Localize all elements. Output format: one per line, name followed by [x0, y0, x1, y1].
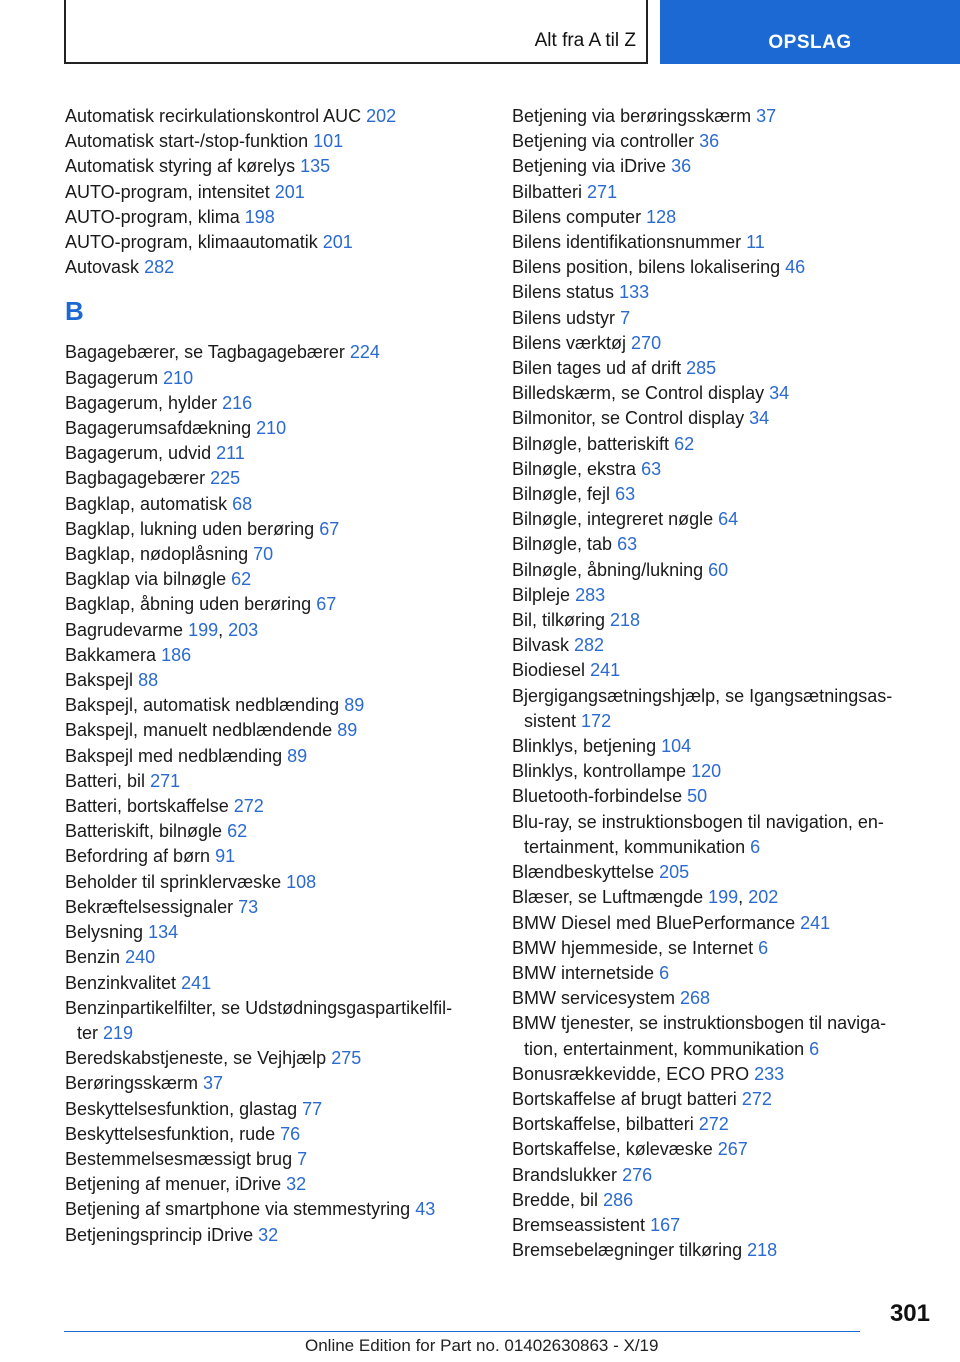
entry-term: Bredde, bil [512, 1189, 599, 1210]
page-link[interactable]: 60 [708, 559, 729, 580]
entry-term: Beskyttelsesfunktion, glastag [65, 1098, 298, 1119]
page-link[interactable]: 211 [216, 443, 245, 464]
entry-term: Beredskabstjeneste, se Vejhjælp [65, 1048, 327, 1069]
entry-term: Bilens status [512, 282, 615, 303]
page-number: 301 [889, 1300, 930, 1327]
index-entry [512, 331, 932, 356]
page-link[interactable]: 70 [253, 544, 274, 565]
entry-term: Bilnøgle, ekstra [512, 458, 637, 479]
entry-term: Bilnøgle, batteriskift [512, 433, 670, 454]
entry-term: Bakkamera [65, 644, 157, 665]
index-entry [65, 366, 485, 391]
page-link[interactable]: 270 [631, 332, 662, 353]
index-entry [65, 391, 485, 416]
page-link[interactable]: 198 [244, 206, 275, 227]
page-link[interactable]: 120 [691, 761, 722, 782]
footer-edition-text: Online Edition for Part no. 01402630863 - X/19 [305, 1336, 659, 1355]
index-entry [512, 936, 932, 961]
page-link[interactable]: 272 [233, 796, 264, 817]
page-link[interactable]: 135 [300, 156, 331, 177]
page-link[interactable]: 101 [313, 131, 344, 152]
entry-term: Batteri, bortskaffelse [65, 796, 229, 817]
page-link[interactable]: 275 [331, 1048, 362, 1069]
page-link[interactable]: 210 [256, 418, 287, 439]
index-entry [65, 668, 485, 693]
index-entry [512, 658, 932, 683]
entry-term: Bilnøgle, integreret nøgle [512, 509, 714, 530]
page-link[interactable]: 88 [138, 670, 159, 691]
entry-term: AUTO-program, klimaautomatik [65, 232, 318, 253]
page-link[interactable]: 233 [754, 1063, 785, 1084]
entry-term: Bilnøgle, fejl [512, 484, 611, 505]
page-link[interactable]: 218 [610, 610, 641, 631]
index-entry [65, 996, 485, 1046]
page-link[interactable]: 36 [671, 156, 692, 177]
page-link[interactable]: 272 [741, 1088, 772, 1109]
entry-term: Bilvask [512, 635, 570, 656]
index-entry [65, 567, 485, 592]
index-entry [512, 583, 932, 608]
page-link[interactable]: 199 [708, 887, 739, 908]
entry-term: BMW tjenester, se instruktionsbogen til naviga- [512, 1013, 887, 1034]
entry-term: Bagklap, åbning uden berøring [65, 594, 312, 615]
page-link[interactable]: 77 [302, 1098, 323, 1119]
page-link[interactable]: 34 [749, 408, 770, 429]
index-entry [512, 532, 932, 557]
entry-term: Blinklys, betjening [512, 736, 657, 757]
index-entry [65, 895, 485, 920]
index-entry [512, 1137, 932, 1162]
entry-term: Bil, tilkøring [512, 610, 606, 631]
page-link[interactable]: 268 [680, 988, 711, 1009]
page-link[interactable]: 89 [337, 720, 358, 741]
page-link[interactable]: 76 [280, 1123, 301, 1144]
entry-term: Betjening af menuer, iDrive [65, 1174, 282, 1195]
entry-term: Betjeningsprincip iDrive [65, 1224, 254, 1245]
index-entry [512, 784, 932, 809]
index-entry [65, 517, 485, 542]
index-entry [512, 633, 932, 658]
index-entry [512, 911, 932, 936]
entry-term: Bagbagagebærer [65, 468, 206, 489]
page-link[interactable]: 241 [590, 660, 621, 681]
page-link[interactable]: 271 [587, 181, 618, 202]
page-link[interactable]: 6 [750, 836, 761, 857]
index-entry [65, 340, 485, 365]
index-entry [65, 870, 485, 895]
entry-term: Betjening via iDrive [512, 156, 667, 177]
index-entry [65, 643, 485, 668]
index-entry [512, 255, 932, 280]
entry-term: Bilens udstyr [512, 307, 616, 328]
entry-term: Benzinpartikelfilter, se Udstødningsgaspartikelfil- [65, 997, 453, 1018]
page-link[interactable]: 104 [661, 736, 692, 757]
index-entry [65, 794, 485, 819]
page-link[interactable]: 68 [232, 493, 253, 514]
entry-term: Bagrudevarme [65, 619, 184, 640]
index-entry [512, 558, 932, 583]
entry-term: Bagagebærer, se Tagbagagebærer [65, 342, 345, 363]
entry-term: Bortskaffelse, kølevæske [512, 1139, 713, 1160]
entry-term: Bremsebelægninger tilkøring [512, 1240, 743, 1261]
entry-term: Blu-ray, se instruktionsbogen til navigation, en- [512, 811, 884, 832]
entry-term-continued [512, 709, 932, 734]
page-link[interactable]: 202 [748, 887, 779, 908]
index-column-left [65, 104, 485, 1248]
entry-term-continued [512, 1037, 932, 1062]
entry-term: Beskyttelsesfunktion, rude [65, 1123, 276, 1144]
entry-term: Bortskaffelse af brugt batteri [512, 1088, 737, 1109]
page-link[interactable]: 32 [258, 1224, 279, 1245]
page-link[interactable]: 64 [718, 509, 739, 530]
entry-term: Bortskaffelse, bilbatteri [512, 1114, 694, 1135]
page-link[interactable]: 62 [231, 569, 252, 590]
page-link[interactable]: 73 [238, 896, 259, 917]
index-entry [65, 744, 485, 769]
page-link[interactable]: 272 [698, 1114, 729, 1135]
index-entry [512, 482, 932, 507]
page-link[interactable]: 43 [415, 1199, 436, 1220]
index-entry [512, 432, 932, 457]
index-entry [512, 104, 932, 129]
page-link[interactable]: 11 [746, 232, 765, 253]
entry-term: Autovask [65, 257, 140, 278]
entry-term: Brandslukker [512, 1164, 618, 1185]
entry-term: Biodiesel [512, 660, 586, 681]
page-link[interactable]: 62 [674, 433, 695, 454]
index-entry [65, 1147, 485, 1172]
page-link[interactable]: 89 [287, 745, 308, 766]
index-entry [65, 129, 485, 154]
page-link[interactable]: 271 [150, 770, 181, 791]
index-entry [65, 592, 485, 617]
index-entry [512, 860, 932, 885]
index-entry [65, 205, 485, 230]
index-entry [512, 205, 932, 230]
page-link[interactable]: 128 [646, 206, 677, 227]
page-link[interactable]: 133 [619, 282, 650, 303]
page-link[interactable]: 282 [144, 257, 175, 278]
entry-term: Betjening af smartphone via stemmestyring [65, 1199, 411, 1220]
page-link[interactable]: 210 [163, 367, 194, 388]
entry-term: Befordring af børn [65, 846, 211, 867]
index-entry [512, 1213, 932, 1238]
entry-term: Bilen tages ud af drift [512, 358, 682, 379]
page-link[interactable]: 201 [322, 232, 353, 253]
index-entry [512, 154, 932, 179]
entry-term: Bilens position, bilens lokalisering [512, 257, 781, 278]
page-link[interactable]: 240 [125, 947, 156, 968]
entry-term: Bagagerum, hylder [65, 392, 218, 413]
entry-term: Billedskærm, se Control display [512, 383, 765, 404]
entry-term: Betjening via controller [512, 131, 695, 152]
page-link[interactable]: 67 [316, 594, 337, 615]
header-section-box [64, 0, 648, 64]
entry-term: Bagagerumsafdækning [65, 418, 252, 439]
page-link[interactable]: 7 [297, 1148, 308, 1169]
entry-term: BMW servicesystem [512, 988, 676, 1009]
entry-term: Bagklap, automatisk [65, 493, 228, 514]
page-link[interactable]: 63 [641, 458, 662, 479]
entry-term: Bilens identifikationsnummer [512, 232, 742, 253]
index-entry [65, 1071, 485, 1096]
index-entry [512, 1112, 932, 1137]
entry-term: Batteri, bil [65, 770, 146, 791]
entry-term: Benzinkvalitet [65, 972, 177, 993]
index-entry [65, 844, 485, 869]
index-entry [512, 457, 932, 482]
index-entry [512, 1238, 932, 1263]
tab-opslag[interactable] [660, 0, 960, 64]
index-entry [512, 1087, 932, 1112]
page-link[interactable]: 6 [809, 1038, 820, 1059]
index-entry [512, 684, 932, 734]
index-entry: Blæser, se Luftmængde 199, 202 [512, 887, 779, 908]
entry-term-continuation: sistent [524, 710, 577, 731]
index-entry [512, 306, 932, 331]
page-link[interactable]: 276 [622, 1164, 653, 1185]
page-link[interactable]: 201 [274, 181, 305, 202]
page-link[interactable]: 36 [699, 131, 720, 152]
page-link[interactable]: 34 [769, 383, 790, 404]
index-entry [65, 466, 485, 491]
index-entry [65, 1197, 485, 1222]
entry-term: Bekræftelsessignaler [65, 896, 234, 917]
page-link[interactable]: 199 [188, 619, 219, 640]
page-link[interactable]: 91 [215, 846, 236, 867]
entry-term: Bilmonitor, se Control display [512, 408, 745, 429]
page-link[interactable]: 218 [747, 1240, 778, 1261]
entry-term: BMW Diesel med BluePerformance [512, 912, 796, 933]
section-title: Alt fra A til Z [534, 30, 636, 51]
index-entry [65, 542, 485, 567]
index-entry [512, 406, 932, 431]
index-entry [512, 1011, 932, 1061]
index-column-right [512, 104, 932, 1263]
entry-term: BMW internetside [512, 962, 655, 983]
entry-term: Bakspejl [65, 670, 134, 691]
entry-term: Bagklap, nødoplåsning [65, 544, 249, 565]
index-entry [65, 1172, 485, 1197]
page-link[interactable]: 62 [227, 821, 248, 842]
index-entry [65, 104, 485, 129]
index-entry [65, 1097, 485, 1122]
entry-term: Bakspejl, manuelt nedblændende [65, 720, 333, 741]
page-link[interactable]: 63 [617, 534, 638, 555]
entry-term: Betjening via berøringsskærm [512, 106, 752, 126]
section-letter: B [65, 296, 84, 327]
entry-term: Bagklap via bilnøgle [65, 569, 227, 590]
index-entry: Bagrudevarme 199, 203 [65, 619, 259, 640]
index-entry [65, 971, 485, 996]
index-entry [65, 416, 485, 441]
entry-term: Automatisk start-/stop-funktion [65, 131, 309, 152]
index-entry [512, 810, 932, 860]
entry-term: Blændbeskyttelse [512, 862, 655, 883]
page-link[interactable]: 134 [148, 922, 179, 943]
page-link[interactable]: 32 [286, 1174, 307, 1195]
page-link[interactable]: 50 [687, 786, 708, 807]
entry-term: Bonusrækkevidde, ECO PRO [512, 1063, 750, 1084]
index-entry [512, 1188, 932, 1213]
entry-term: Beholder til sprinklervæske [65, 871, 282, 892]
page-link[interactable]: 203 [228, 619, 259, 640]
page-link[interactable]: 205 [659, 862, 690, 883]
index-entry [65, 718, 485, 743]
index-entry [512, 230, 932, 255]
index-entry [65, 945, 485, 970]
entry-term: Bagklap, lukning uden berøring [65, 518, 315, 539]
entry-term: Bakspejl, automatisk nedblænding [65, 695, 340, 716]
index-entry [65, 769, 485, 794]
page-link[interactable]: 89 [344, 695, 365, 716]
entry-term-continued [512, 835, 932, 860]
entry-term: Bakspejl med nedblænding [65, 745, 283, 766]
page-link[interactable]: 224 [349, 342, 380, 363]
entry-term: Bjergigangsætningshjælp, se Igangsætningsas- [512, 685, 893, 706]
page-link[interactable]: 6 [758, 937, 769, 958]
entry-term: Berøringsskærm [65, 1073, 199, 1094]
page-link[interactable]: 7 [620, 307, 631, 328]
page-link[interactable]: 219 [103, 1022, 134, 1043]
page-link[interactable]: 108 [286, 871, 317, 892]
page-link[interactable]: 186 [161, 644, 192, 665]
page-link[interactable]: 46 [785, 257, 806, 278]
entry-term-continuation: tertainment, kommunikation [524, 836, 746, 857]
index-entry [65, 230, 485, 255]
index-entry [65, 1223, 485, 1248]
page-link[interactable]: 282 [574, 635, 605, 656]
index-entry [512, 381, 932, 406]
entry-term: Bilens computer [512, 206, 642, 227]
page-link[interactable]: 172 [581, 710, 612, 731]
page-link[interactable]: 267 [717, 1139, 748, 1160]
entry-term: Bremseassistent [512, 1214, 646, 1235]
entry-term: Automatisk recirkulationskontrol AUC [65, 106, 362, 126]
page-link[interactable]: 225 [210, 468, 241, 489]
entry-term: Bilpleje [512, 584, 571, 605]
page-link[interactable]: 6 [659, 962, 670, 983]
index-entry [512, 280, 932, 305]
entry-term-continuation: ter [77, 1022, 99, 1043]
page-link[interactable]: 37 [203, 1073, 224, 1094]
index-entry [65, 819, 485, 844]
entry-term: Bilnøgle, åbning/lukning [512, 559, 704, 580]
entry-term: Bluetooth-forbindelse [512, 786, 683, 807]
entry-term: Bilnøgle, tab [512, 534, 613, 555]
entry-term: Bestemmelsesmæssigt brug [65, 1148, 293, 1169]
entry-term: Bagagerum, udvid [65, 443, 212, 464]
page-link[interactable]: 167 [650, 1214, 681, 1235]
index-entry [65, 492, 485, 517]
page-link[interactable]: 241 [181, 972, 212, 993]
entry-term: Bagagerum [65, 367, 159, 388]
footer-divider [64, 1331, 860, 1332]
entry-term: Bilbatteri [512, 181, 583, 202]
index-entry [512, 507, 932, 532]
index-entry [65, 154, 485, 179]
entry-term: Blinklys, kontrollampe [512, 761, 687, 782]
entry-term-continuation: tion, entertainment, kommunikation [524, 1038, 805, 1059]
entry-term: AUTO-program, intensitet [65, 181, 270, 202]
page-link[interactable]: 202 [366, 106, 397, 126]
tab-label: OPSLAG [768, 32, 852, 53]
page-link[interactable]: 216 [222, 392, 253, 413]
entry-term: Bilens værktøj [512, 332, 627, 353]
entry-term: Automatisk styring af kørelys [65, 156, 296, 177]
index-entry [65, 180, 485, 205]
index-entry [512, 961, 932, 986]
index-entry [65, 1122, 485, 1147]
index-entry [512, 734, 932, 759]
index-entry [65, 920, 485, 945]
index-entry [512, 1163, 932, 1188]
page-link[interactable]: 286 [603, 1189, 634, 1210]
page-link[interactable]: 241 [800, 912, 831, 933]
page-link[interactable]: 63 [615, 484, 636, 505]
index-entry [65, 255, 485, 280]
index-entry [512, 1062, 932, 1087]
index-entry [512, 356, 932, 381]
entry-term-continued [65, 1021, 485, 1046]
index-entry [65, 1046, 485, 1071]
page-link[interactable]: 37 [756, 106, 777, 126]
index-entry [65, 441, 485, 466]
page-link[interactable]: 283 [575, 584, 606, 605]
index-entry [512, 759, 932, 784]
entry-term: Blæser, se Luftmængde [512, 887, 704, 908]
entry-term: BMW hjemmeside, se Internet [512, 937, 754, 958]
index-entry [65, 693, 485, 718]
index-entry [512, 608, 932, 633]
index-entry [512, 986, 932, 1011]
index-entry [512, 180, 932, 205]
entry-term: AUTO-program, klima [65, 206, 240, 227]
index-entry [512, 129, 932, 154]
entry-term: Benzin [65, 947, 121, 968]
page-link[interactable]: 67 [319, 518, 340, 539]
entry-term: Belysning [65, 922, 144, 943]
entry-term: Batteriskift, bilnøgle [65, 821, 223, 842]
page-link[interactable]: 285 [686, 358, 717, 379]
